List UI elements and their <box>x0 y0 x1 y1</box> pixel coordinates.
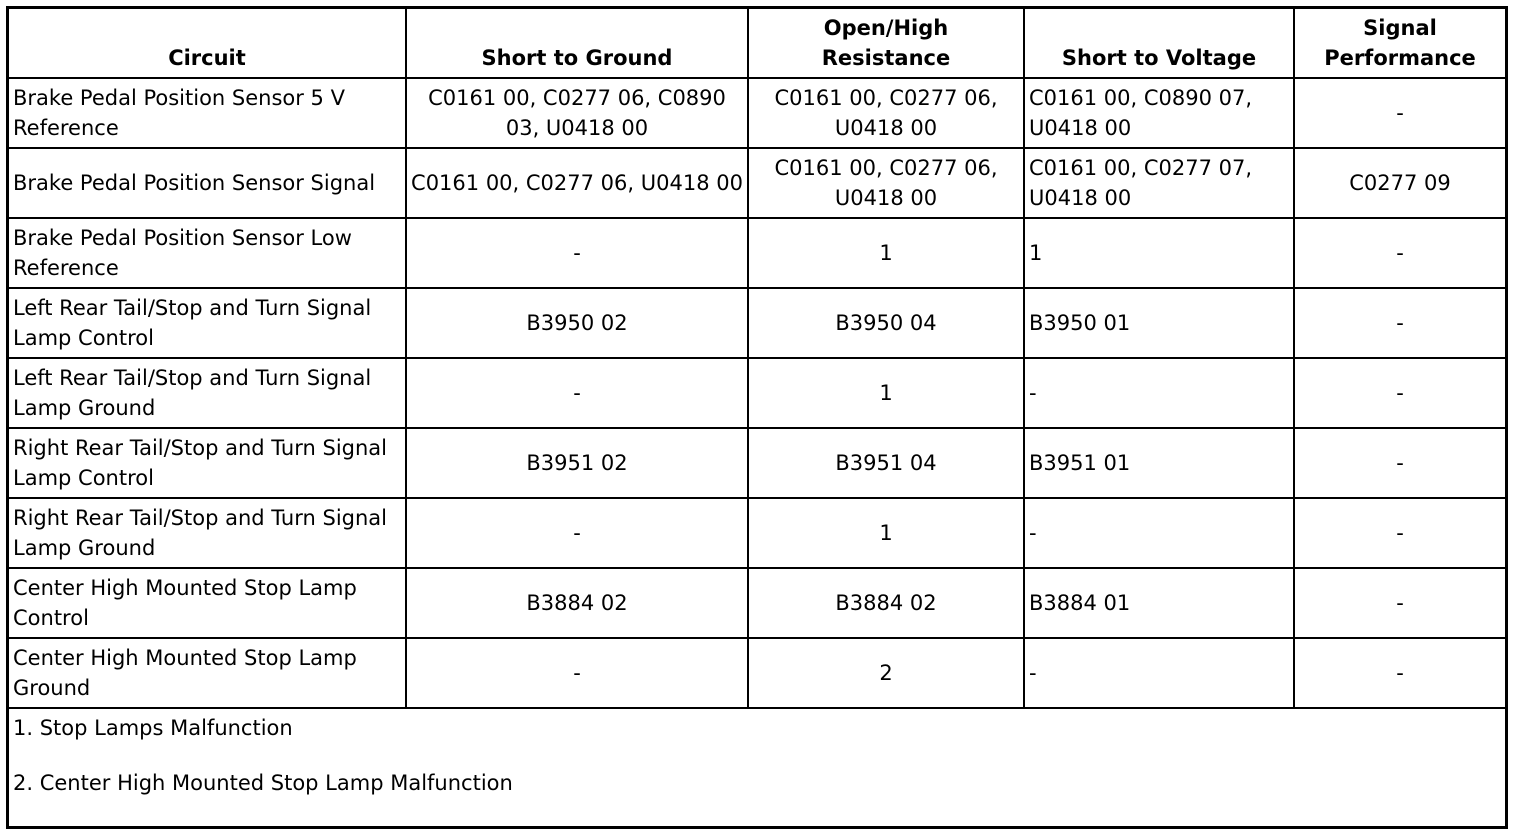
short-to-ground-cell: C0161 00, C0277 06, C0890 03, U0418 00 <box>406 78 748 148</box>
short-to-ground-cell: C0161 00, C0277 06, U0418 00 <box>406 148 748 218</box>
short-to-ground-cell: - <box>406 358 748 428</box>
short-to-voltage-cell: B3951 01 <box>1024 428 1294 498</box>
header-row <box>9 9 1505 78</box>
short-to-voltage-cell: - <box>1024 638 1294 708</box>
signal-performance-cell: - <box>1294 218 1505 288</box>
circuit-cell: Right Rear Tail/Stop and Turn Signal Lamp Ground <box>9 498 406 568</box>
table-row <box>9 568 1505 638</box>
notes-cell <box>9 708 1505 801</box>
header-open-high-resistance: Open/High Resistance <box>748 9 1024 78</box>
short-to-voltage-cell: - <box>1024 498 1294 568</box>
open-high-resistance-cell: 1 <box>748 498 1024 568</box>
short-to-voltage-cell: B3884 01 <box>1024 568 1294 638</box>
footnote-1: 1. Stop Lamps Malfunction <box>13 716 293 740</box>
circuit-cell: Left Rear Tail/Stop and Turn Signal Lamp Control <box>9 288 406 358</box>
short-to-ground-cell: - <box>406 218 748 288</box>
open-high-resistance-cell: 1 <box>748 218 1024 288</box>
circuit-cell: Center High Mounted Stop Lamp Control <box>9 568 406 638</box>
signal-performance-cell: - <box>1294 568 1505 638</box>
open-high-resistance-cell: C0161 00, C0277 06, U0418 00 <box>748 148 1024 218</box>
short-to-ground-cell: B3950 02 <box>406 288 748 358</box>
table-row <box>9 358 1505 428</box>
circuit-cell: Left Rear Tail/Stop and Turn Signal Lamp Ground <box>9 358 406 428</box>
open-high-resistance-cell: C0161 00, C0277 06, U0418 00 <box>748 78 1024 148</box>
short-to-voltage-cell: - <box>1024 358 1294 428</box>
signal-performance-cell: - <box>1294 358 1505 428</box>
signal-performance-cell: C0277 09 <box>1294 148 1505 218</box>
short-to-ground-cell: B3884 02 <box>406 568 748 638</box>
header-short-to-voltage: Short to Voltage <box>1024 9 1294 78</box>
open-high-resistance-cell: B3884 02 <box>748 568 1024 638</box>
short-to-voltage-cell: B3950 01 <box>1024 288 1294 358</box>
circuit-cell: Right Rear Tail/Stop and Turn Signal Lamp Control <box>9 428 406 498</box>
dtc-table-frame <box>6 6 1508 829</box>
short-to-ground-cell: B3951 02 <box>406 428 748 498</box>
circuit-cell: Center High Mounted Stop Lamp Ground <box>9 638 406 708</box>
table-row <box>9 148 1505 218</box>
short-to-voltage-cell: C0161 00, C0277 07, U0418 00 <box>1024 148 1294 218</box>
signal-performance-cell: - <box>1294 498 1505 568</box>
short-to-voltage-cell: C0161 00, C0890 07, U0418 00 <box>1024 78 1294 148</box>
short-to-ground-cell: - <box>406 638 748 708</box>
table-row <box>9 638 1505 708</box>
open-high-resistance-cell: B3950 04 <box>748 288 1024 358</box>
short-to-voltage-cell: 1 <box>1024 218 1294 288</box>
footnote-2: 2. Center High Mounted Stop Lamp Malfunction <box>13 771 513 795</box>
signal-performance-cell: - <box>1294 78 1505 148</box>
short-to-ground-cell: - <box>406 498 748 568</box>
circuit-cell: Brake Pedal Position Sensor Signal <box>9 148 406 218</box>
table-row <box>9 218 1505 288</box>
table-row <box>9 428 1505 498</box>
circuit-dtc-table <box>9 9 1505 801</box>
signal-performance-cell: - <box>1294 638 1505 708</box>
signal-performance-cell: - <box>1294 428 1505 498</box>
table-row <box>9 498 1505 568</box>
open-high-resistance-cell: 2 <box>748 638 1024 708</box>
table-row <box>9 78 1505 148</box>
header-circuit: Circuit <box>9 9 406 78</box>
header-signal-performance: Signal Performance <box>1294 9 1505 78</box>
circuit-cell: Brake Pedal Position Sensor 5 V Reference <box>9 78 406 148</box>
open-high-resistance-cell: 1 <box>748 358 1024 428</box>
circuit-cell: Brake Pedal Position Sensor Low Reference <box>9 218 406 288</box>
notes-row <box>9 708 1505 801</box>
open-high-resistance-cell: B3951 04 <box>748 428 1024 498</box>
signal-performance-cell: - <box>1294 288 1505 358</box>
table-row <box>9 288 1505 358</box>
header-short-to-ground: Short to Ground <box>406 9 748 78</box>
